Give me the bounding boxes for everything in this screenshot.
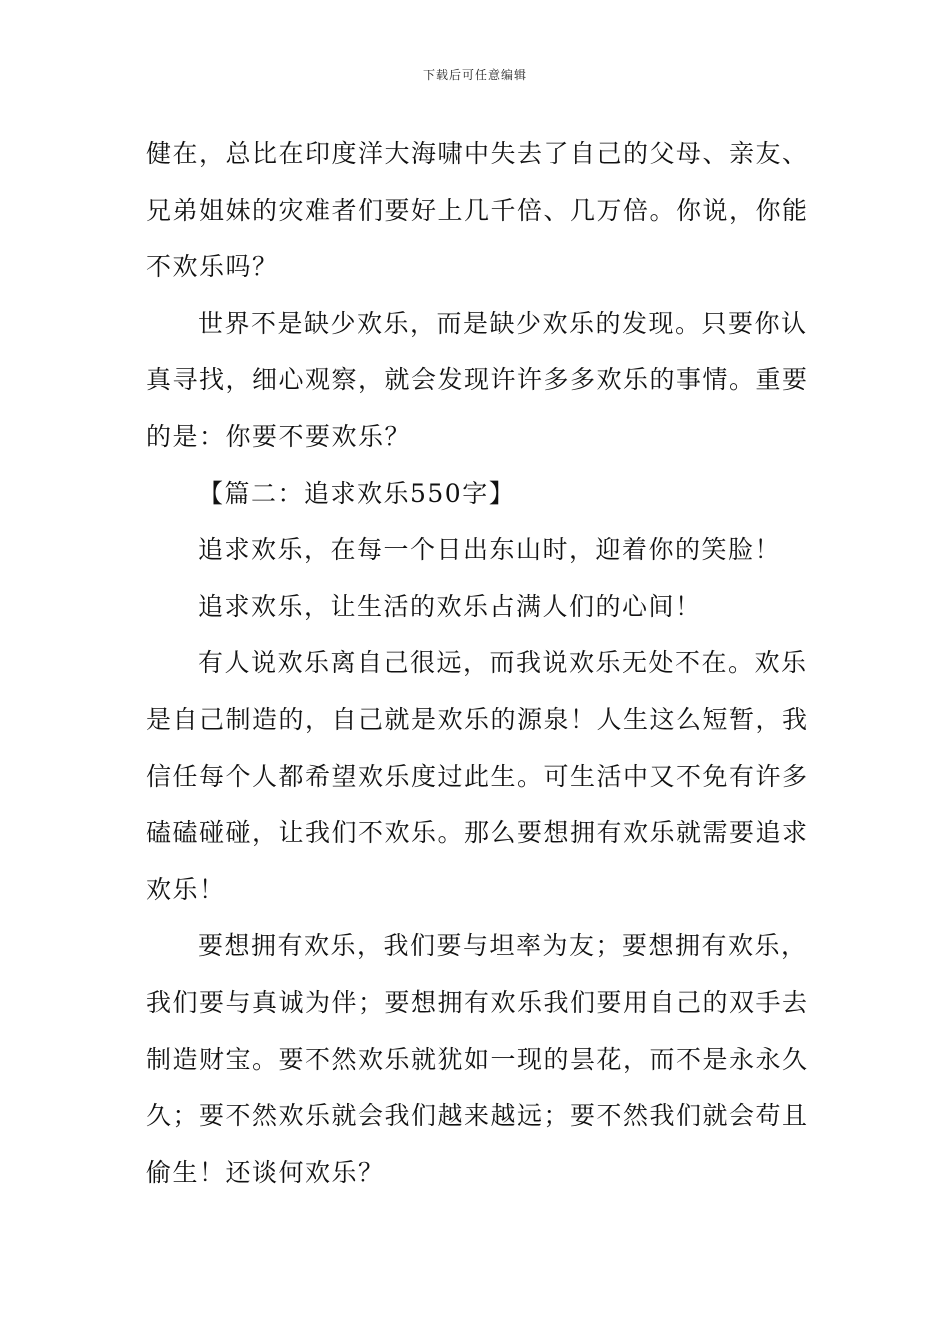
text-line: 追求欢乐，让生活的欢乐占满人们的心间！ — [198, 591, 702, 621]
paragraph — [146, 918, 808, 1201]
text-line: 健在，总比在印度洋大海啸中失去了自己的父母、亲友、 — [146, 139, 809, 168]
text-line: 我们要与真诚为伴；要想拥有欢乐我们要用自己的双手去 — [146, 987, 809, 1017]
paragraph-continuation — [146, 126, 808, 296]
paragraph — [146, 296, 808, 466]
text-line: 的是：你要不要欢乐？ — [146, 421, 412, 451]
text-line: 有人说欢乐离自己很远，而我说欢乐无处不在。欢乐 — [198, 648, 808, 678]
text-line: 追求欢乐，在每一个日出东山时，迎着你的笑脸！ — [198, 535, 782, 565]
text-line: 要想拥有欢乐，我们要与坦率为友；要想拥有欢乐， — [198, 931, 808, 961]
paragraph — [146, 579, 808, 636]
text-line: 欢乐！ — [146, 874, 226, 904]
text-line: 制造财宝。要不然欢乐就犹如一现的昙花，而不是永永久 — [146, 1044, 809, 1074]
text-line: 信任每个人都希望欢乐度过此生。可生活中又不免有许多 — [146, 761, 809, 791]
paragraph — [146, 635, 808, 918]
text-line: 不欢乐吗？ — [146, 252, 279, 282]
document-body — [146, 126, 808, 1201]
section-heading — [146, 466, 808, 523]
text-line: 磕磕碰碰，让我们不欢乐。那么要想拥有欢乐就需要追求 — [146, 818, 809, 848]
heading-line: 【篇二：追求欢乐550字】 — [198, 478, 516, 508]
text-line: 久；要不然欢乐就会我们越来越远；要不然我们就会苟且 — [146, 1101, 809, 1131]
text-line: 世界不是缺少欢乐，而是缺少欢乐的发现。只要你认 — [198, 308, 808, 338]
text-line: 真寻找，细心观察，就会发现许许多多欢乐的事情。重要 — [146, 365, 809, 395]
text-line: 是自己制造的，自己就是欢乐的源泉！人生这么短暂，我 — [146, 704, 809, 734]
paragraph — [146, 522, 808, 579]
page-header-note: 下载后可任意编辑 — [422, 68, 527, 82]
text-line: 兄弟姐妹的灾难者们要好上几千倍、几万倍。你说，你能 — [146, 195, 809, 225]
text-line: 偷生！还谈何欢乐？ — [146, 1157, 385, 1187]
